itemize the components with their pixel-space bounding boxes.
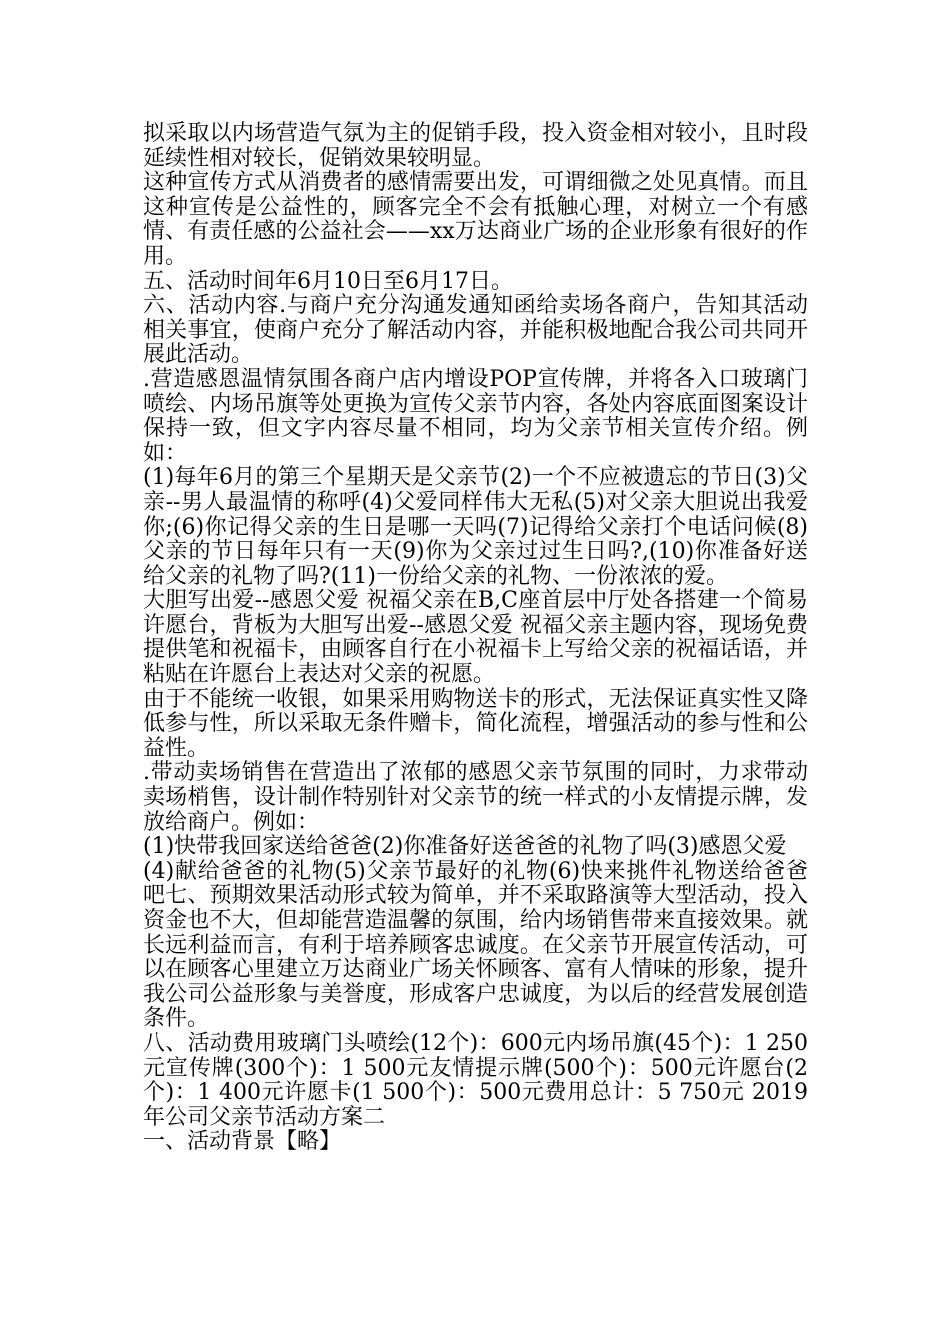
paragraph-expected-effect: (4)献给爸爸的礼物(5)父亲节最好的礼物(6)快来挑件礼物送给爸爸吧七、预期效果活动形式较为简单，并不采取路演等大型活动，投入资金也不大，但却能营造温馨的氛围，给内场销售带来直接效果。就长远利益而言，有利于培养顾客忠诚度。在父亲节开展宣传活动，可以在顾客心里建立万达商业广场关怀顾客、富有人情味的形象，提升我公司公益形象与美誉度，形成客户忠诚度，为以后的经营发展创造条件。 [143, 858, 808, 1032]
paragraph-activity-content: 六、活动内容.与商户充分沟通发通知函给卖场各商户，告知其活动相关事宜，使商户充分了解活动内容，并能积极地配合我公司共同开展此活动。 [143, 293, 808, 368]
paragraph-sign-examples-1: (1)快带我回家送给爸爸(2)你准备好送爸爸的礼物了吗(3)感恩父爱 [143, 834, 787, 860]
paragraph-warm-atmosphere: .营造感恩温情氛围各商户店内增设POP宣传牌，并将各入口玻璃门喷绘、内场吊旗等处更换为宣传父亲节内容，各处内容底面图案设计保持一致，但文字内容尽量不相同，均为父亲节相关宣传介绍。例如： [143, 366, 808, 466]
paragraph-promotion-method: 拟采取以内场营造气氛为主的促销手段，投入资金相对较小，且时段延续性相对较长，促销效果较明显。 [143, 121, 808, 171]
paragraph-wish-platform: 大胆写出爱--感恩父爱 祝福父亲在B,C座首层中厅处各搭建一个简易许愿台，背板为大胆写出爱--感恩父爱 祝福父亲主题内容，现场免费提供笔和祝福卡，由顾客自行在小祝福卡上写给父亲的祝福话语，并粘贴在许愿台上表达对父亲的祝愿。 [143, 588, 808, 688]
paragraph-free-cards: 由于不能统一收银，如果采用购物送卡的形式，无法保证真实性又降低参与性，所以采取无条件赠卡，简化流程，增强活动的参与性和公益性。 [143, 686, 808, 761]
document-body [143, 122, 808, 1155]
paragraph-drive-sales: .带动卖场销售在营造出了浓郁的感恩父亲节氛围的同时，力求带动卖场梢售，设计制作特别针对父亲节的统一样式的小友情提示牌，发放给商户。例如： [143, 760, 808, 835]
paragraph-slogan-examples: (1)每年6月的第三个星期天是父亲节(2)一个不应被遗忘的节日(3)父亲--男人最温情的称呼(4)父爱同样伟大无私(5)对父亲大胆说出我爱你;(6)你记得父亲的生日是哪一天吗(7)记得给父亲打个电话问候(8)父亲的节日每年只有一天(9)你为父亲过过生日吗?,(10)你准备好送给父亲的礼物了吗?(11)一份给父亲的礼物、一份浓浓的爱。 [143, 465, 808, 589]
paragraph-activity-time: 五、活动时间年6月10日至6月17日。 [143, 268, 513, 294]
paragraph-activity-cost: 八、活动费用玻璃门头喷绘(12个)：600元内场吊旗(45个)：1 250元宣传牌(300个)：1 500元友情提示牌(500个)：500元许愿台(2个)：1 400元许愿卡(1 500个)：500元费用总计：5 750元 2019年公司父亲节活动方案二 [143, 1030, 808, 1130]
paragraph-publicity-approach: 这种宣传方式从消费者的感情需要出发，可谓细微之处见真情。而且这种宣传是公益性的，顾客完全不会有抵触心理，对树立一个有感情、有责任感的公益社会——xx万达商业广场的企业形象有很好的作用。 [143, 170, 808, 269]
paragraph-activity-background: 一、活动背景【略】 [143, 1129, 342, 1155]
